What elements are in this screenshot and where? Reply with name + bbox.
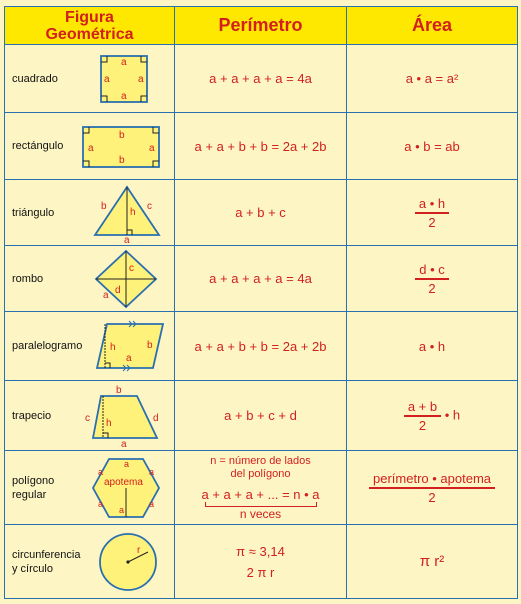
table-row — [5, 246, 518, 312]
table-row — [5, 312, 518, 381]
svg-text:b: b — [147, 340, 153, 351]
table-row — [5, 113, 518, 180]
area-fraction — [415, 262, 449, 296]
fraction-denominator: 2 — [428, 489, 436, 505]
area-suffix: • h — [444, 406, 461, 422]
svg-text:a: a — [104, 73, 110, 85]
rhombus-shape — [93, 248, 159, 310]
svg-text:d: d — [115, 284, 121, 296]
svg-text:a: a — [121, 438, 127, 448]
figure-name: rombo — [12, 272, 44, 285]
svg-text:a: a — [126, 353, 132, 364]
header-figure: Figura Geométrica — [5, 7, 175, 45]
svg-text:a: a — [98, 466, 104, 477]
area-cell: π r² — [347, 525, 518, 599]
table-row — [5, 525, 518, 599]
svg-text:r: r — [137, 544, 141, 556]
svg-text:b: b — [116, 384, 122, 396]
perimeter-cell — [175, 451, 347, 525]
fraction-denominator: 2 — [428, 280, 436, 296]
area-cell: a • a = a² — [347, 45, 518, 113]
svg-text:c: c — [129, 262, 134, 274]
brace-label: n veces — [239, 506, 282, 521]
figure-cell — [5, 180, 175, 246]
svg-text:a: a — [119, 504, 125, 515]
svg-text:a: a — [124, 458, 130, 469]
perimeter-cell — [175, 525, 347, 599]
perimeter-cell: a + a + a + a = 4a — [175, 45, 347, 113]
geometry-table — [4, 6, 518, 599]
trapezoid-shape — [81, 384, 167, 448]
figure-cell — [5, 45, 175, 113]
svg-text:c: c — [85, 412, 90, 424]
pi-approx: π ≈ 3,14 — [236, 543, 285, 559]
fraction-numerator: perímetro • apotema — [369, 471, 495, 489]
area-fraction — [415, 196, 449, 230]
svg-text:h: h — [110, 342, 116, 353]
hexagon-label: apotema — [104, 476, 143, 488]
fraction-numerator: d • c — [415, 262, 449, 280]
svg-text:a: a — [138, 73, 144, 85]
figure-cell — [5, 113, 175, 180]
fraction-denominator: 2 — [428, 214, 436, 230]
table-row — [5, 451, 518, 525]
figure-name: polígono regular — [12, 474, 55, 501]
svg-text:c: c — [147, 200, 152, 212]
fraction-numerator: a • h — [415, 196, 449, 214]
table-row — [5, 180, 518, 246]
figure-name: trapecio — [12, 409, 52, 422]
header-perimeter: Perímetro — [175, 7, 347, 45]
figure-cell — [5, 246, 175, 312]
figure-name: paralelogramo — [12, 340, 83, 352]
header-area: Área — [347, 7, 518, 45]
fraction-denominator: 2 — [418, 417, 427, 433]
svg-text:a: a — [149, 498, 155, 509]
table-row — [5, 45, 518, 113]
area-cell — [347, 246, 518, 312]
figure-name: cuadrado — [12, 72, 58, 85]
triangle-shape — [89, 183, 165, 243]
area-cell: a • h — [347, 312, 518, 381]
circle-shape — [97, 531, 159, 593]
hexagon-shape — [89, 455, 163, 521]
perimeter-note: n = número de lados del polígono — [210, 454, 311, 480]
parallelogram-shape — [93, 316, 167, 376]
svg-text:h: h — [130, 206, 136, 218]
svg-text:a: a — [149, 143, 155, 154]
figure-cell — [5, 312, 175, 381]
svg-text:b: b — [101, 200, 107, 212]
perimeter-sum: a + a + a + ... = n • a — [201, 486, 320, 502]
figure-name: rectángulo — [12, 140, 64, 152]
header-row — [5, 7, 518, 45]
svg-text:d: d — [153, 412, 159, 424]
svg-text:a: a — [124, 234, 130, 243]
svg-text:b: b — [119, 155, 125, 166]
table-row — [5, 381, 518, 451]
figure-name: circunferencia y círculo — [12, 548, 81, 575]
perimeter-cell: a + a + b + b = 2a + 2b — [175, 312, 347, 381]
svg-text:a: a — [103, 289, 109, 301]
svg-text:h: h — [106, 417, 112, 429]
perimeter-formula: 2 π r — [246, 564, 275, 580]
svg-text:a: a — [98, 498, 104, 509]
perimeter-cell: a + b + c — [175, 180, 347, 246]
area-cell — [347, 451, 518, 525]
figure-cell — [5, 381, 175, 451]
square-shape — [95, 50, 155, 108]
svg-text:a: a — [149, 466, 155, 477]
area-fraction — [404, 399, 441, 433]
figure-name: triángulo — [12, 206, 55, 219]
perimeter-cell: a + b + c + d — [175, 381, 347, 451]
area-fraction — [369, 471, 495, 505]
figure-cell — [5, 451, 175, 525]
svg-text:a: a — [121, 90, 127, 102]
svg-text:a: a — [88, 143, 94, 154]
fraction-numerator: a + b — [404, 399, 441, 417]
figure-cell — [5, 525, 175, 599]
area-cell — [347, 381, 518, 451]
area-cell: a • b = ab — [347, 113, 518, 180]
svg-text:b: b — [119, 130, 125, 141]
perimeter-cell: a + a + a + a = 4a — [175, 246, 347, 312]
svg-text:a: a — [121, 56, 127, 68]
area-cell — [347, 180, 518, 246]
rectangle-shape — [79, 121, 165, 171]
perimeter-cell: a + a + b + b = 2a + 2b — [175, 113, 347, 180]
